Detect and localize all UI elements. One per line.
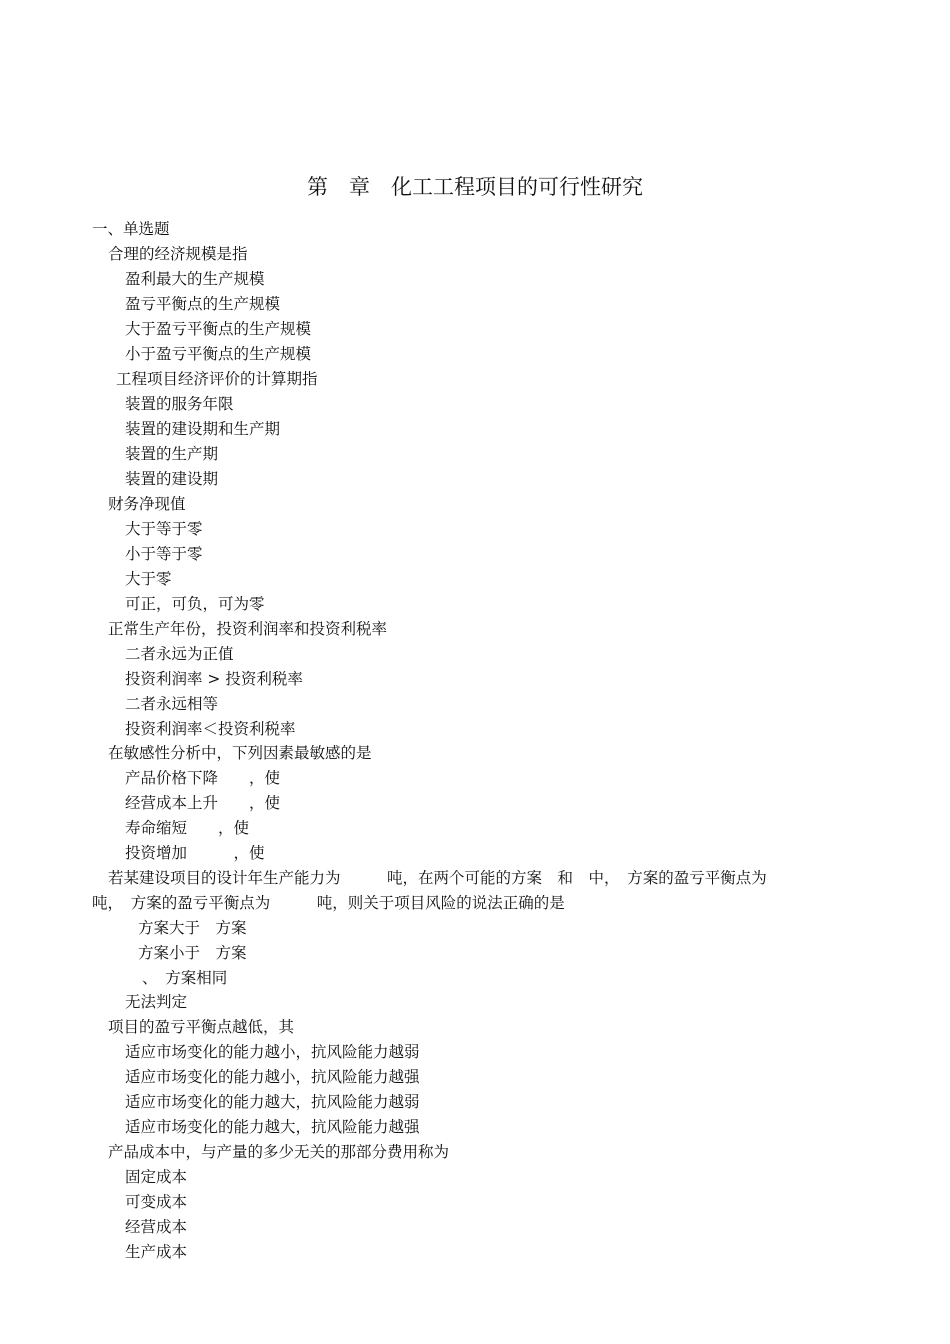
option: 寿命缩短 ，使 — [125, 819, 250, 837]
option: 经营成本上升 ，使 — [125, 794, 281, 812]
option: 、 方案相同 — [142, 969, 228, 987]
option: 无法判定 — [125, 993, 188, 1011]
option: 投资增加 ，使 — [125, 844, 265, 862]
option: 二者永远相等 — [125, 695, 219, 713]
option: 装置的建设期 — [125, 470, 219, 488]
chapter-title: 第 章 化工工程项目的可行性研究 — [307, 175, 643, 199]
option: 可正，可负，可为零 — [125, 595, 265, 613]
question-stem: 合理的经济规模是指 — [108, 245, 248, 263]
question-stem: 产品成本中，与产量的多少无关的那部分费用称为 — [108, 1143, 450, 1161]
option: 大于零 — [125, 570, 172, 588]
option: 生产成本 — [125, 1243, 188, 1261]
option: 适应市场变化的能力越大，抗风险能力越强 — [125, 1118, 420, 1136]
option: 装置的生产期 — [125, 445, 219, 463]
option: 固定成本 — [125, 1168, 188, 1186]
question-stem: 项目的盈亏平衡点越低，其 — [108, 1018, 295, 1036]
option: 投资利润率＜投资利税率 — [125, 720, 296, 738]
option: 小于盈亏平衡点的生产规模 — [125, 345, 312, 363]
question-stem: 财务净现值 — [108, 495, 186, 513]
option: 可变成本 — [125, 1193, 188, 1211]
option: 适应市场变化的能力越小，抗风险能力越弱 — [125, 1043, 420, 1061]
option: 装置的建设期和生产期 — [125, 420, 281, 438]
question-stem: 在敏感性分析中，下列因素最敏感的是 — [108, 744, 372, 762]
option: 大于等于零 — [125, 520, 203, 538]
option: 经营成本 — [125, 1218, 188, 1236]
option: 方案大于 方案 — [138, 919, 247, 937]
option: 盈利最大的生产规模 — [125, 270, 265, 288]
option: 大于盈亏平衡点的生产规模 — [125, 320, 312, 338]
option: 盈亏平衡点的生产规模 — [125, 295, 281, 313]
question-stem: 正常生产年份，投资利润率和投资利税率 — [108, 620, 388, 638]
option: 装置的服务年限 — [125, 395, 234, 413]
question-stem: 工程项目经济评价的计算期指 — [116, 370, 318, 388]
option: 投资利润率 > 投资利税率 — [125, 670, 303, 688]
question-stem-continued: 吨， 方案的盈亏平衡点为 吨，则关于项目风险的说法正确的是 — [92, 894, 565, 912]
option: 小于等于零 — [125, 545, 203, 563]
option: 产品价格下降 ，使 — [125, 769, 281, 787]
section-heading: 一、单选题 — [92, 220, 170, 238]
option: 适应市场变化的能力越大，抗风险能力越弱 — [125, 1093, 420, 1111]
option: 方案小于 方案 — [138, 944, 247, 962]
option: 适应市场变化的能力越小，抗风险能力越强 — [125, 1068, 420, 1086]
question-stem: 若某建设项目的设计年生产能力为 吨，在两个可能的方案 和 中， 方案的盈亏平衡点为 — [108, 869, 767, 887]
option: 二者永远为正值 — [125, 645, 234, 663]
